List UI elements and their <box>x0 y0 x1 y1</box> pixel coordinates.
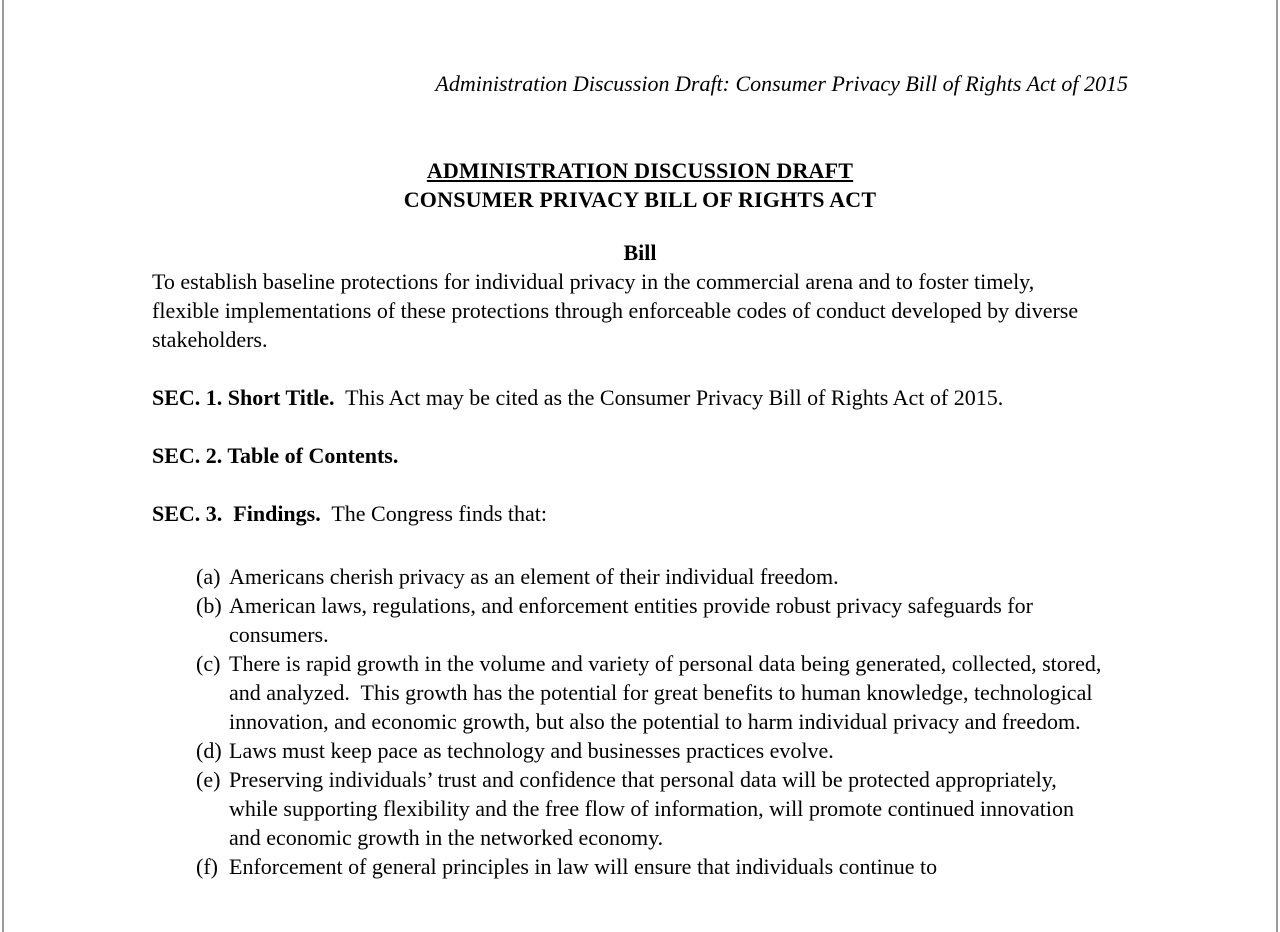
finding-item-d <box>196 736 1102 765</box>
finding-text-a: Americans cherish privacy as an element of their individual freedom. <box>229 564 839 589</box>
finding-marker-c: (c) <box>196 651 221 676</box>
finding-item-b <box>196 591 1102 649</box>
section-1-label: SEC. 1. Short Title. <box>152 385 335 410</box>
finding-marker-a: (a) <box>196 564 221 589</box>
document-title-line2: CONSUMER PRIVACY BILL OF RIGHTS ACT <box>403 187 877 212</box>
finding-marker-d: (d) <box>196 738 222 763</box>
section-1-text: This Act may be cited as the Consumer Privacy Bill of Rights Act of 2015. <box>334 385 1004 410</box>
finding-item-e <box>196 765 1102 852</box>
section-2 <box>152 441 1128 470</box>
bill-heading: Bill <box>623 240 657 265</box>
page-edge-left <box>2 0 4 932</box>
finding-marker-e: (e) <box>196 767 221 792</box>
bill-preamble: To establish baseline protections for individual privacy in the commercial arena and to foster timely, flexible implementations of these protections through enforceable codes of conduct developed by diverse stakeholders. <box>152 269 1084 352</box>
section-2-label: SEC. 2. Table of Contents. <box>152 443 399 468</box>
section-1 <box>152 383 1128 412</box>
section-3-label: SEC. 3. Findings. <box>152 501 321 526</box>
finding-text-c: There is rapid growth in the volume and variety of personal data being generated, collected, stored, and analyzed. This growth has the potential for great benefits to human knowledge, technological innovation, and economic growth, but also the potential to harm individual privacy and freedom. <box>229 651 1107 734</box>
finding-text-e: Preserving individuals’ trust and confidence that personal data will be protected appropriately, while supporting flexibility and the free flow of information, will promote continued innovation and economic growth in the networked economy. <box>229 767 1080 850</box>
section-3 <box>152 499 1128 528</box>
section-3-text: The Congress finds that: <box>320 501 548 526</box>
finding-item-c <box>196 649 1107 736</box>
finding-item-a <box>196 562 1102 591</box>
finding-marker-f: (f) <box>196 854 218 879</box>
finding-text-f: Enforcement of general principles in law will ensure that individuals continue to <box>229 854 938 879</box>
finding-text-d: Laws must keep pace as technology and businesses practices evolve. <box>229 738 834 763</box>
finding-text-b: American laws, regulations, and enforcement entities provide robust privacy safeguards for consumers. <box>229 593 1039 647</box>
running-header: Administration Discussion Draft: Consumer Privacy Bill of Rights Act of 2015 <box>435 71 1128 96</box>
document-title-line1: ADMINISTRATION DISCUSSION DRAFT <box>426 158 854 183</box>
findings-list <box>152 562 1128 881</box>
page-edge-right <box>1276 0 1278 932</box>
finding-item-f <box>196 852 1102 881</box>
finding-marker-b: (b) <box>196 593 222 618</box>
title-block <box>152 156 1128 214</box>
